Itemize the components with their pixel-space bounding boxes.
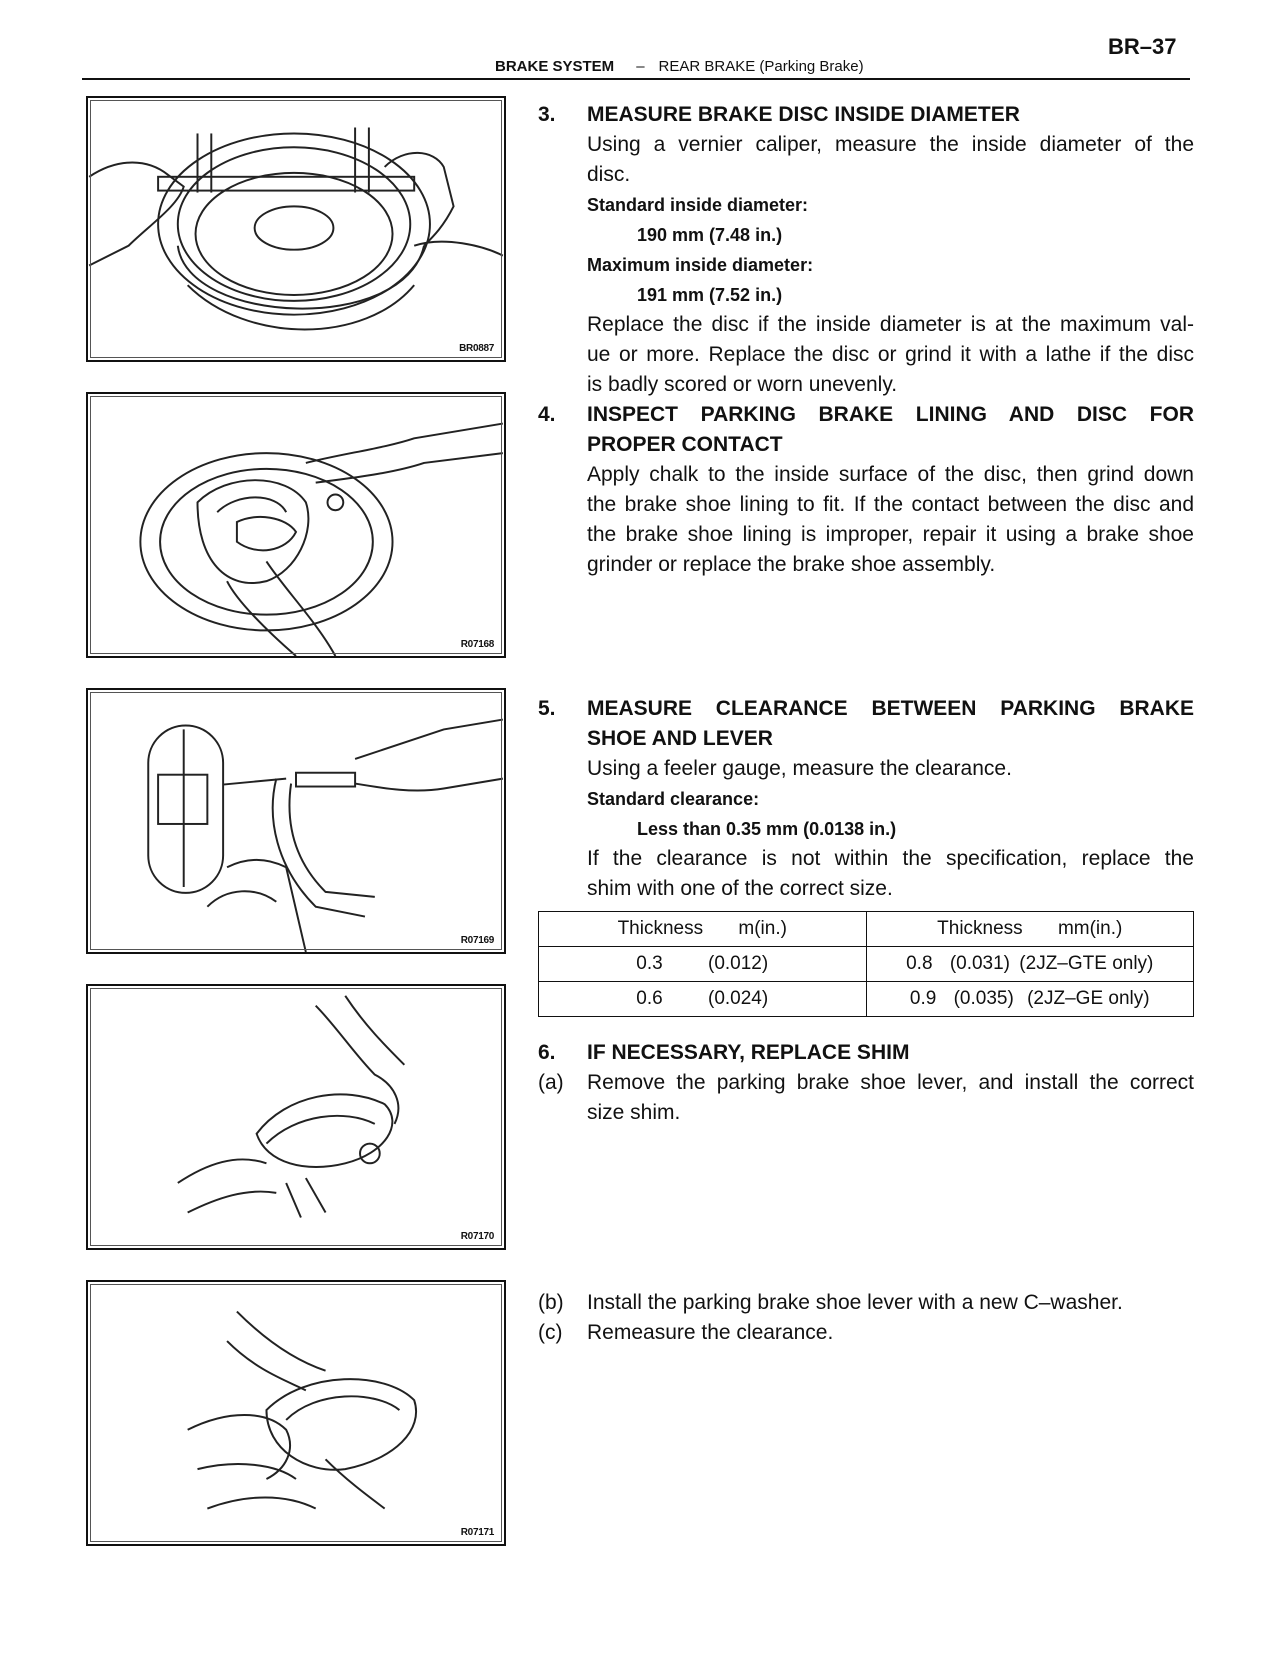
- substep-text: Remeasure the clearance.: [587, 1321, 834, 1344]
- thickness-mm: 0.9: [909, 988, 937, 1009]
- step-number: 3.: [538, 103, 556, 126]
- step-number: 6.: [538, 1041, 556, 1064]
- figure-feeler-gauge: [86, 688, 506, 954]
- step-title-line: MEASURE CLEARANCE BETWEEN PARKING BRAKE: [587, 697, 1194, 720]
- table-cell: [539, 947, 867, 982]
- substep-letter: (b): [538, 1291, 564, 1314]
- step-5-note: [538, 844, 1194, 904]
- spec-value: 190 mm (7.48 in.): [637, 225, 783, 245]
- header-section: BRAKE SYSTEM: [495, 58, 615, 75]
- page-number: BR–37: [1108, 34, 1177, 59]
- body-line: Using a vernier caliper, measure the inside diameter of the: [587, 133, 1194, 156]
- figure-code: R07171: [460, 1527, 494, 1538]
- step-title: IF NECESSARY, REPLACE SHIM: [587, 1041, 910, 1064]
- step-3-max: [538, 250, 1194, 280]
- table-cell: [539, 982, 867, 1017]
- step-title-line: INSPECT PARKING BRAKE LINING AND DISC FOR: [587, 403, 1194, 426]
- spec-value: 191 mm (7.52 in.): [637, 285, 783, 305]
- caliper-disc-illustration: [88, 98, 504, 360]
- table-row: [539, 947, 1194, 982]
- figure-caliper-measure-disc: [86, 96, 506, 362]
- step-title-line: PROPER CONTACT: [587, 433, 783, 456]
- table-cell: [866, 947, 1194, 982]
- body-line: Apply chalk to the inside surface of the disc, then grind down: [587, 463, 1194, 486]
- header-label: Thickness: [937, 918, 1023, 939]
- body-line: disc.: [587, 163, 631, 186]
- note-line: is badly scored or worn unevenly.: [587, 373, 898, 396]
- body-line: the brake shoe lining is improper, repair it using a brake shoe: [587, 523, 1194, 546]
- figure-code: R07168: [460, 639, 494, 650]
- thickness-in: (0.035): [953, 988, 1014, 1009]
- step-3-body: [538, 130, 1194, 220]
- substep-c: [538, 1318, 1194, 1348]
- spec-label: Maximum inside diameter:: [587, 255, 814, 275]
- thickness-mm: 0.6: [636, 988, 663, 1009]
- table-row: [539, 982, 1194, 1017]
- figure-inspect-lining-contact: [86, 392, 506, 658]
- step-6-heading: [538, 1038, 1194, 1068]
- thickness-mm: 0.8: [906, 953, 933, 974]
- step-3: [538, 100, 1194, 400]
- spec-value: Less than 0.35 mm (0.0138 in.): [637, 819, 897, 839]
- substep-text: Install the parking brake shoe lever with a new C–washer.: [587, 1291, 1123, 1314]
- figure-remove-shoe-lever: [86, 984, 506, 1250]
- body-line: the brake shoe lining to fit. If the contact between the disc and: [587, 493, 1194, 516]
- header-label: Thickness: [617, 918, 704, 939]
- note-line: If the clearance is not within the specification, replace the: [587, 847, 1194, 870]
- shim-thickness-table: [538, 911, 1194, 1017]
- step-3-heading: [538, 100, 1194, 130]
- thickness-in: (0.031): [949, 953, 1011, 974]
- step-5-body: [538, 754, 1194, 814]
- note-line: Replace the disc if the inside diameter is at the maximum val-: [587, 313, 1194, 336]
- lining-contact-illustration: [88, 394, 504, 656]
- substep-letter: (a): [538, 1071, 564, 1094]
- engine-note: (2JZ–GE only): [1027, 988, 1150, 1009]
- install-lever-illustration: [88, 1282, 504, 1544]
- feeler-gauge-illustration: [88, 690, 504, 952]
- header-subsection: REAR BRAKE (Parking Brake): [658, 58, 864, 75]
- step-6-continued: [538, 1288, 1194, 1348]
- engine-note: (2JZ–GTE only): [1019, 953, 1154, 974]
- table-header-cell: [539, 912, 867, 947]
- step-title: MEASURE BRAKE DISC INSIDE DIAMETER: [587, 103, 1020, 126]
- body-line: Using a feeler gauge, measure the clearance.: [587, 757, 1012, 780]
- substep-letter: (c): [538, 1321, 563, 1344]
- thickness-mm: 0.3: [636, 953, 663, 974]
- header-unit: m(in.): [738, 918, 787, 939]
- substep-a: [538, 1068, 1194, 1128]
- running-header: [495, 58, 864, 75]
- substep-line: Remove the parking brake shoe lever, and install the correct: [587, 1071, 1194, 1094]
- body-line: grinder or replace the brake shoe assembly.: [587, 553, 996, 576]
- table-header-cell: [866, 912, 1194, 947]
- spec-label: Standard inside diameter:: [587, 195, 809, 215]
- note-line: shim with one of the correct size.: [587, 877, 893, 900]
- header-unit: mm(in.): [1057, 918, 1123, 939]
- step-5: [538, 694, 1194, 904]
- note-line: ue or more. Replace the disc or grind it with a lathe if the disc: [587, 343, 1194, 366]
- figure-code: R07170: [460, 1231, 494, 1242]
- figure-install-shoe-lever: [86, 1280, 506, 1546]
- thickness-in: (0.024): [708, 988, 769, 1009]
- spec-label: Standard clearance:: [587, 789, 760, 809]
- figure-code: BR0887: [459, 343, 494, 354]
- step-number: 5.: [538, 697, 556, 720]
- step-4-heading: [538, 400, 1194, 460]
- step-5-heading: [538, 694, 1194, 754]
- thickness-in: (0.012): [708, 953, 769, 974]
- header-dash: –: [636, 58, 645, 75]
- figure-code: R07169: [460, 935, 494, 946]
- remove-lever-illustration: [88, 986, 504, 1248]
- step-6: [538, 1038, 1194, 1128]
- table-header-row: [539, 912, 1194, 947]
- header-rule: [82, 78, 1190, 80]
- step-4: [538, 400, 1194, 580]
- step-number: 4.: [538, 403, 556, 426]
- step-3-note: [538, 310, 1194, 400]
- step-4-body: [538, 460, 1194, 580]
- substep-line: size shim.: [587, 1101, 681, 1124]
- substep-b: [538, 1288, 1194, 1318]
- table-cell: [866, 982, 1194, 1017]
- step-title-line: SHOE AND LEVER: [587, 727, 773, 750]
